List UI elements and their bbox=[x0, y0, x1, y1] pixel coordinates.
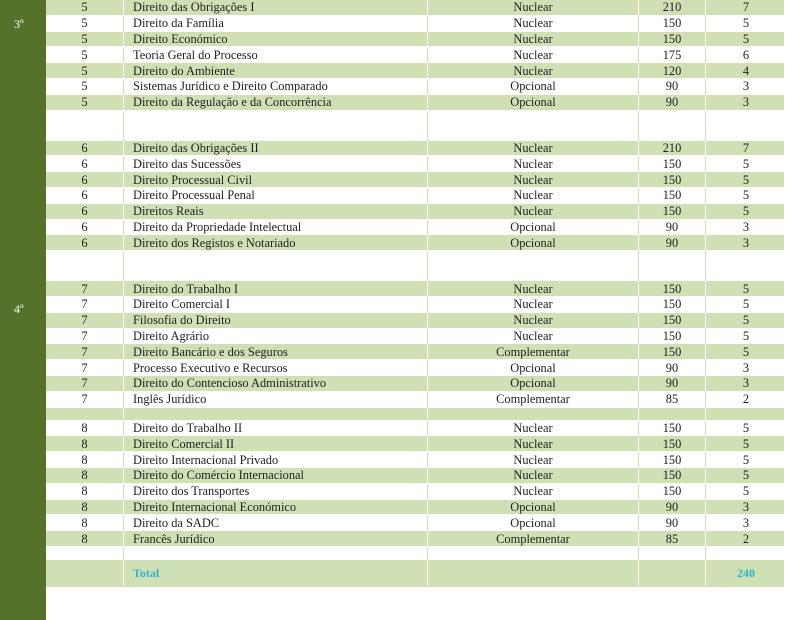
table-right-edge bbox=[784, 0, 789, 620]
hours-cell: 210 bbox=[639, 140, 706, 156]
course-name-cell: Direito Internacional Privado bbox=[124, 452, 428, 468]
hours-cell: 150 bbox=[639, 312, 706, 328]
credits-cell: 5 bbox=[706, 328, 787, 344]
course-type-cell: Complementar bbox=[428, 391, 639, 407]
spacer-cell bbox=[124, 407, 428, 420]
course-name-cell: Direito da Regulação e da Concorrência bbox=[124, 94, 428, 110]
total-credits-text: 240 bbox=[737, 566, 755, 581]
hours-cell: 150 bbox=[639, 172, 706, 188]
course-type-cell: Opcional bbox=[428, 219, 639, 235]
semester-cell: 8 bbox=[46, 452, 124, 468]
spacer-row bbox=[46, 546, 787, 559]
hours-cell: 175 bbox=[639, 47, 706, 63]
course-type-cell: Nuclear bbox=[428, 281, 639, 297]
table-row bbox=[46, 483, 787, 499]
hours-cell: 150 bbox=[639, 296, 706, 312]
semester-cell: 7 bbox=[46, 344, 124, 360]
credits-cell: 5 bbox=[706, 31, 787, 47]
course-type-cell: Nuclear bbox=[428, 312, 639, 328]
course-name-cell: Direito Económico bbox=[124, 31, 428, 47]
course-type-cell: Opcional bbox=[428, 235, 639, 251]
spacer-cell bbox=[428, 110, 639, 140]
curriculum-table-body bbox=[46, 0, 787, 587]
credits-cell: 5 bbox=[706, 15, 787, 31]
table-row bbox=[46, 375, 787, 391]
course-name-cell: Direito Internacional Económico bbox=[124, 499, 428, 515]
semester-cell: 8 bbox=[46, 420, 124, 436]
table-row bbox=[46, 156, 787, 172]
table-row bbox=[46, 296, 787, 312]
hours-cell: 85 bbox=[639, 531, 706, 547]
hours-cell: 90 bbox=[639, 94, 706, 110]
course-name-cell: Direito do Trabalho I bbox=[124, 281, 428, 297]
course-name-cell: Direito Processual Civil bbox=[124, 172, 428, 188]
semester-cell: 5 bbox=[46, 94, 124, 110]
spacer-cell bbox=[46, 407, 124, 420]
table-row bbox=[46, 0, 787, 15]
credits-cell: 5 bbox=[706, 344, 787, 360]
spacer-cell bbox=[706, 546, 787, 559]
course-name-cell: Processo Executivo e Recursos bbox=[124, 360, 428, 376]
course-name-cell: Direito da Propriedade Intelectual bbox=[124, 219, 428, 235]
semester-cell: 8 bbox=[46, 483, 124, 499]
semester-cell: 8 bbox=[46, 515, 124, 531]
course-name-cell: Teoria Geral do Processo bbox=[124, 47, 428, 63]
credits-cell: 7 bbox=[706, 0, 787, 15]
course-name-cell: Direito das Obrigações II bbox=[124, 140, 428, 156]
credits-cell: 5 bbox=[706, 203, 787, 219]
semester-cell: 8 bbox=[46, 467, 124, 483]
semester-cell: 8 bbox=[46, 436, 124, 452]
table-row bbox=[46, 281, 787, 297]
hours-cell: 150 bbox=[639, 467, 706, 483]
semester-cell: 8 bbox=[46, 531, 124, 547]
year-label-3: 3º bbox=[14, 17, 24, 31]
hours-cell: 210 bbox=[639, 0, 706, 15]
spacer-cell bbox=[124, 251, 428, 281]
total-row bbox=[46, 559, 787, 587]
credits-cell: 6 bbox=[706, 47, 787, 63]
credits-cell: 7 bbox=[706, 140, 787, 156]
spacer-cell bbox=[639, 110, 706, 140]
course-type-cell: Nuclear bbox=[428, 436, 639, 452]
table-row bbox=[46, 31, 787, 47]
course-type-cell: Nuclear bbox=[428, 467, 639, 483]
hours-cell: 150 bbox=[639, 420, 706, 436]
table-row bbox=[46, 172, 787, 188]
course-name-cell: Inglês Jurídico bbox=[124, 391, 428, 407]
hours-cell: 150 bbox=[639, 281, 706, 297]
hours-cell: 150 bbox=[639, 203, 706, 219]
table-row bbox=[46, 63, 787, 79]
credits-cell: 3 bbox=[706, 499, 787, 515]
course-name-cell: Francês Jurídico bbox=[124, 531, 428, 547]
credits-cell: 4 bbox=[706, 63, 787, 79]
semester-cell: 7 bbox=[46, 375, 124, 391]
table-row bbox=[46, 94, 787, 110]
table-row bbox=[46, 420, 787, 436]
table-row bbox=[46, 328, 787, 344]
course-type-cell: Nuclear bbox=[428, 31, 639, 47]
spacer-cell bbox=[639, 407, 706, 420]
course-type-cell: Nuclear bbox=[428, 0, 639, 15]
course-type-cell: Nuclear bbox=[428, 156, 639, 172]
table-row bbox=[46, 78, 787, 94]
semester-cell: 7 bbox=[46, 391, 124, 407]
course-name-cell: Sistemas Jurídico e Direito Comparado bbox=[124, 78, 428, 94]
credits-cell: 5 bbox=[706, 187, 787, 203]
credits-cell: 3 bbox=[706, 235, 787, 251]
course-type-cell: Nuclear bbox=[428, 328, 639, 344]
course-type-cell: Opcional bbox=[428, 94, 639, 110]
semester-cell: 6 bbox=[46, 219, 124, 235]
table-row bbox=[46, 219, 787, 235]
credits-cell: 5 bbox=[706, 467, 787, 483]
course-name-cell: Direito Bancário e dos Seguros bbox=[124, 344, 428, 360]
semester-cell: 6 bbox=[46, 156, 124, 172]
table-row bbox=[46, 467, 787, 483]
total-label-text: Total bbox=[133, 566, 160, 581]
hours-cell: 90 bbox=[639, 499, 706, 515]
semester-cell: 6 bbox=[46, 203, 124, 219]
course-type-cell: Nuclear bbox=[428, 420, 639, 436]
table-row bbox=[46, 344, 787, 360]
credits-cell: 3 bbox=[706, 360, 787, 376]
course-name-cell: Filosofia do Direito bbox=[124, 312, 428, 328]
credits-cell: 5 bbox=[706, 483, 787, 499]
total-label-cell bbox=[124, 559, 428, 587]
course-name-cell: Direito dos Registos e Notariado bbox=[124, 235, 428, 251]
hours-cell: 85 bbox=[639, 391, 706, 407]
table-row bbox=[46, 312, 787, 328]
hours-cell: 150 bbox=[639, 436, 706, 452]
table-row bbox=[46, 499, 787, 515]
hours-cell: 150 bbox=[639, 156, 706, 172]
table-row bbox=[46, 515, 787, 531]
spacer-cell bbox=[706, 251, 787, 281]
spacer-cell bbox=[428, 407, 639, 420]
semester-cell: 7 bbox=[46, 281, 124, 297]
spacer-cell bbox=[639, 251, 706, 281]
total-empty-cell bbox=[428, 559, 639, 587]
course-type-cell: Nuclear bbox=[428, 172, 639, 188]
hours-cell: 90 bbox=[639, 360, 706, 376]
table-row bbox=[46, 140, 787, 156]
semester-cell: 5 bbox=[46, 78, 124, 94]
hours-cell: 90 bbox=[639, 219, 706, 235]
semester-cell: 7 bbox=[46, 328, 124, 344]
semester-cell: 5 bbox=[46, 0, 124, 15]
total-empty-cell bbox=[46, 559, 124, 587]
hours-cell: 90 bbox=[639, 515, 706, 531]
credits-cell: 3 bbox=[706, 219, 787, 235]
year-label-4: 4º bbox=[14, 302, 24, 316]
curriculum-table bbox=[46, 0, 787, 588]
semester-cell: 5 bbox=[46, 63, 124, 79]
credits-cell: 2 bbox=[706, 391, 787, 407]
spacer-cell bbox=[124, 110, 428, 140]
course-type-cell: Opcional bbox=[428, 78, 639, 94]
table-row bbox=[46, 15, 787, 31]
spacer-cell bbox=[46, 110, 124, 140]
spacer-cell bbox=[46, 251, 124, 281]
hours-cell: 150 bbox=[639, 15, 706, 31]
total-credits-cell bbox=[706, 559, 787, 587]
spacer-cell bbox=[428, 251, 639, 281]
semester-cell: 8 bbox=[46, 499, 124, 515]
course-type-cell: Nuclear bbox=[428, 140, 639, 156]
course-name-cell: Direito da Família bbox=[124, 15, 428, 31]
hours-cell: 90 bbox=[639, 78, 706, 94]
credits-cell: 5 bbox=[706, 281, 787, 297]
spacer-cell bbox=[639, 546, 706, 559]
hours-cell: 150 bbox=[639, 328, 706, 344]
spacer-cell bbox=[428, 546, 639, 559]
course-name-cell: Direito Agrário bbox=[124, 328, 428, 344]
course-type-cell: Nuclear bbox=[428, 296, 639, 312]
course-name-cell: Direito das Obrigações I bbox=[124, 0, 428, 15]
table-row bbox=[46, 203, 787, 219]
credits-cell: 5 bbox=[706, 296, 787, 312]
course-type-cell: Nuclear bbox=[428, 187, 639, 203]
course-type-cell: Opcional bbox=[428, 375, 639, 391]
course-type-cell: Nuclear bbox=[428, 47, 639, 63]
semester-cell: 7 bbox=[46, 296, 124, 312]
spacer-cell bbox=[706, 407, 787, 420]
table-row bbox=[46, 436, 787, 452]
course-name-cell: Direito do Contencioso Administrativo bbox=[124, 375, 428, 391]
semester-cell: 6 bbox=[46, 235, 124, 251]
table-row bbox=[46, 235, 787, 251]
course-name-cell: Direitos Reais bbox=[124, 203, 428, 219]
course-name-cell: Direito Comercial II bbox=[124, 436, 428, 452]
course-type-cell: Complementar bbox=[428, 531, 639, 547]
spacer-cell bbox=[706, 110, 787, 140]
spacer-row bbox=[46, 110, 787, 140]
year-column bbox=[0, 0, 46, 620]
course-name-cell: Direito do Ambiente bbox=[124, 63, 428, 79]
credits-cell: 3 bbox=[706, 78, 787, 94]
hours-cell: 150 bbox=[639, 187, 706, 203]
hours-cell: 150 bbox=[639, 452, 706, 468]
course-type-cell: Opcional bbox=[428, 515, 639, 531]
course-type-cell: Nuclear bbox=[428, 483, 639, 499]
course-type-cell: Nuclear bbox=[428, 15, 639, 31]
course-type-cell: Opcional bbox=[428, 360, 639, 376]
credits-cell: 3 bbox=[706, 94, 787, 110]
hours-cell: 150 bbox=[639, 31, 706, 47]
credits-cell: 5 bbox=[706, 172, 787, 188]
credits-cell: 3 bbox=[706, 515, 787, 531]
course-name-cell: Direito Processual Penal bbox=[124, 187, 428, 203]
table-row bbox=[46, 452, 787, 468]
spacer-cell bbox=[124, 546, 428, 559]
table-row bbox=[46, 531, 787, 547]
credits-cell: 3 bbox=[706, 375, 787, 391]
hours-cell: 120 bbox=[639, 63, 706, 79]
course-name-cell: Direito da SADC bbox=[124, 515, 428, 531]
semester-cell: 7 bbox=[46, 312, 124, 328]
table-row bbox=[46, 47, 787, 63]
semester-cell: 5 bbox=[46, 47, 124, 63]
credits-cell: 5 bbox=[706, 312, 787, 328]
course-name-cell: Direito do Trabalho II bbox=[124, 420, 428, 436]
credits-cell: 5 bbox=[706, 452, 787, 468]
semester-cell: 5 bbox=[46, 31, 124, 47]
total-empty-cell bbox=[639, 559, 706, 587]
course-name-cell: Direito do Comércio Internacional bbox=[124, 467, 428, 483]
course-name-cell: Direito das Sucessões bbox=[124, 156, 428, 172]
table-row bbox=[46, 391, 787, 407]
course-type-cell: Nuclear bbox=[428, 63, 639, 79]
semester-cell: 6 bbox=[46, 140, 124, 156]
credits-cell: 5 bbox=[706, 436, 787, 452]
course-type-cell: Nuclear bbox=[428, 203, 639, 219]
course-type-cell: Nuclear bbox=[428, 452, 639, 468]
hours-cell: 90 bbox=[639, 235, 706, 251]
course-name-cell: Direito dos Transportes bbox=[124, 483, 428, 499]
credits-cell: 2 bbox=[706, 531, 787, 547]
hours-cell: 150 bbox=[639, 483, 706, 499]
table-row bbox=[46, 360, 787, 376]
credits-cell: 5 bbox=[706, 156, 787, 172]
course-type-cell: Opcional bbox=[428, 499, 639, 515]
credits-cell: 5 bbox=[706, 420, 787, 436]
spacer-row bbox=[46, 407, 787, 420]
course-type-cell: Complementar bbox=[428, 344, 639, 360]
course-name-cell: Direito Comercial I bbox=[124, 296, 428, 312]
spacer-row bbox=[46, 251, 787, 281]
semester-cell: 6 bbox=[46, 187, 124, 203]
hours-cell: 90 bbox=[639, 375, 706, 391]
semester-cell: 7 bbox=[46, 360, 124, 376]
hours-cell: 150 bbox=[639, 344, 706, 360]
table-row bbox=[46, 187, 787, 203]
semester-cell: 5 bbox=[46, 15, 124, 31]
semester-cell: 6 bbox=[46, 172, 124, 188]
spacer-cell bbox=[46, 546, 124, 559]
